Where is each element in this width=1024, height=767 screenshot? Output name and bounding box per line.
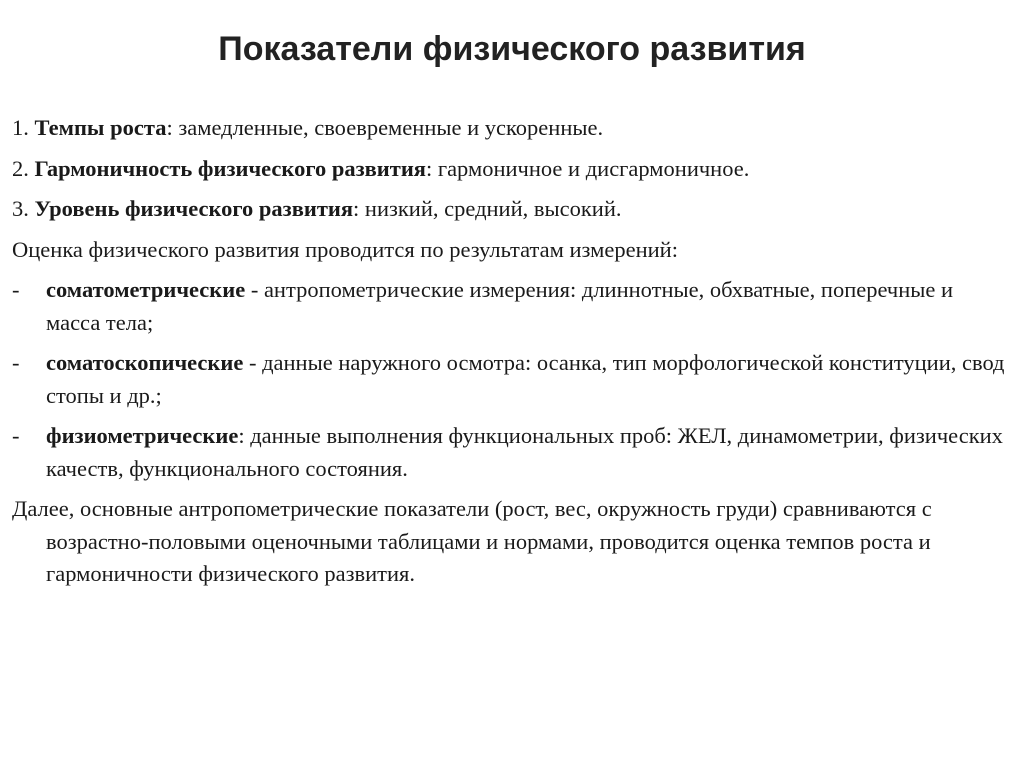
bullet-dash: - [12, 350, 20, 375]
slide-title: Показатели физического развития [218, 30, 806, 68]
bullet-term: соматометрические [46, 277, 246, 302]
item-term: Темпы роста [34, 115, 167, 140]
indicator-item-2 [12, 153, 1012, 186]
closing-paragraph: Далее, основные антропометрические показатели (рост, вес, окружность груди) сравниваются с возрастно-половыми оценочными таблицами и нормами, проводится оценка темпов роста и гармоничности физического развития. [12, 496, 932, 586]
measurement-bullet-somatoscopic [12, 347, 1012, 412]
item-number: 3. [12, 196, 29, 221]
indicator-item-3 [12, 193, 1012, 226]
measurement-bullet-somatometric [12, 274, 1012, 339]
bullet-term: физиометрические [46, 423, 239, 448]
item-description: : низкий, средний, высокий. [353, 196, 622, 221]
item-description: : замедленные, своевременные и ускоренные. [166, 115, 604, 140]
item-number: 1. [12, 115, 29, 140]
bullet-description: : данные выполнения функциональных проб: ЖЕЛ, динамометрии, физических качеств, функционального состояния. [46, 423, 1003, 481]
bullet-description: - антропометрические измерения: длиннотные, обхватные, поперечные и масса тела; [46, 277, 954, 335]
item-term: Уровень физического развития [34, 196, 354, 221]
item-number: 2. [12, 155, 29, 181]
slide-content [12, 112, 1012, 591]
assessment-intro: Оценка физического развития проводится по результатам измерений: [12, 236, 678, 262]
item-term: Гармоничность физического развития [34, 155, 426, 181]
item-description: : гармоничное и дисгармоничное. [425, 155, 750, 181]
bullet-description: - данные наружного осмотра: осанка, тип морфологической конституции, свод стопы и др.; [46, 350, 1005, 408]
measurement-bullet-physiometric [12, 420, 1012, 485]
bullet-dash: - [12, 277, 20, 302]
bullet-dash: - [12, 423, 20, 448]
bullet-term: соматоскопические [46, 350, 244, 375]
indicator-item-1 [12, 112, 1012, 145]
